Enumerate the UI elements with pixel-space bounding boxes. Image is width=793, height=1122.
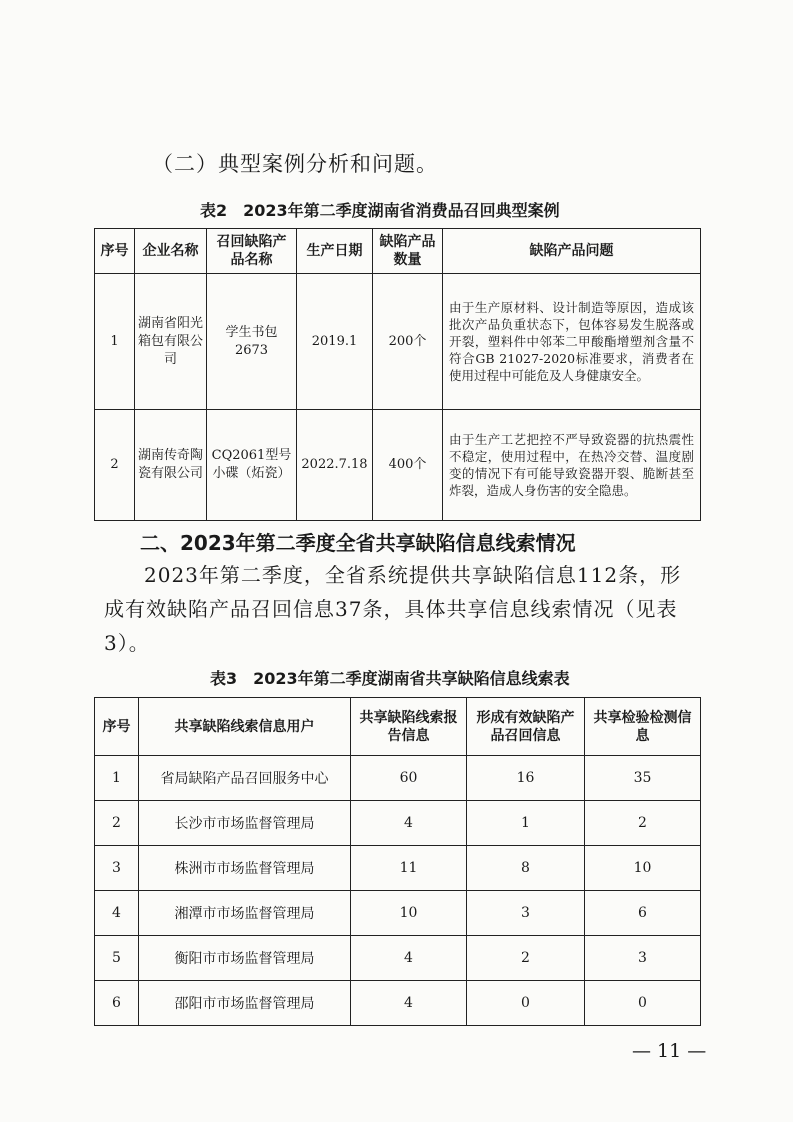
body-paragraph: 2023年第二季度，全省系统提供共享缺陷信息112条，形成有效缺陷产品召回信息37条，具体共享信息线索情况（见表3）。: [104, 563, 682, 655]
table-row: [95, 981, 701, 1026]
report-count: 4: [351, 981, 467, 1026]
test-count: 6: [585, 891, 701, 936]
column-header: 序号: [95, 698, 139, 756]
recall-count: 8: [467, 846, 585, 891]
report-count: 10: [351, 891, 467, 936]
user-name: 长沙市市场监督管理局: [139, 801, 351, 846]
table2-caption: 表2 2023年第二季度湖南省消费品召回典型案例: [200, 201, 560, 220]
test-count: 35: [585, 756, 701, 801]
recall-count: 16: [467, 756, 585, 801]
table-row: [95, 756, 701, 801]
row-number: 5: [95, 936, 139, 981]
table-row: [95, 274, 701, 410]
product-name: CQ2061型号小碟（炻瓷）: [207, 410, 297, 521]
test-count: 3: [585, 936, 701, 981]
defect-problem: 由于生产工艺把控不严导致瓷器的抗热震性不稳定，使用过程中，在热冷交替、温度剧变的情况下有可能导致瓷器开裂、脆断甚至炸裂，造成人身伤害的安全隐患。: [443, 410, 701, 521]
row-number: 1: [95, 274, 135, 410]
user-name: 邵阳市市场监督管理局: [139, 981, 351, 1026]
report-count: 11: [351, 846, 467, 891]
column-header: 召回缺陷产品名称: [207, 229, 297, 274]
recall-count: 2: [467, 936, 585, 981]
sub-heading: （二）典型案例分析和问题。: [152, 152, 438, 176]
table-header-row: [95, 229, 701, 274]
report-count: 60: [351, 756, 467, 801]
user-name: 省局缺陷产品召回服务中心: [139, 756, 351, 801]
column-header: 共享缺陷线索报告信息: [351, 698, 467, 756]
column-header: 形成有效缺陷产品召回信息: [467, 698, 585, 756]
row-number: 4: [95, 891, 139, 936]
shared-defect-info-table: [94, 697, 701, 1026]
table-row: [95, 846, 701, 891]
user-name: 衡阳市市场监督管理局: [139, 936, 351, 981]
table-row: [95, 891, 701, 936]
test-count: 10: [585, 846, 701, 891]
test-count: 2: [585, 801, 701, 846]
column-header: 共享检验检测信息: [585, 698, 701, 756]
table-row: [95, 410, 701, 521]
column-header: 共享缺陷线索信息用户: [139, 698, 351, 756]
test-count: 0: [585, 981, 701, 1026]
page-number: — 11 —: [632, 1040, 707, 1062]
company-name: 湖南传奇陶瓷有限公司: [135, 410, 207, 521]
column-header: 序号: [95, 229, 135, 274]
row-number: 2: [95, 801, 139, 846]
recall-count: 0: [467, 981, 585, 1026]
row-number: 2: [95, 410, 135, 521]
production-date: 2019.1: [297, 274, 373, 410]
column-header: 缺陷产品数量: [373, 229, 443, 274]
row-number: 3: [95, 846, 139, 891]
row-number: 6: [95, 981, 139, 1026]
company-name: 湖南省阳光箱包有限公司: [135, 274, 207, 410]
defect-quantity: 200个: [373, 274, 443, 410]
production-date: 2022.7.18: [297, 410, 373, 521]
user-name: 株洲市市场监督管理局: [139, 846, 351, 891]
recall-count: 3: [467, 891, 585, 936]
column-header: 企业名称: [135, 229, 207, 274]
product-name: 学生书包2673: [207, 274, 297, 410]
table-row: [95, 801, 701, 846]
table3-caption: 表3 2023年第二季度湖南省共享缺陷信息线索表: [210, 669, 570, 688]
table-header-row: [95, 698, 701, 756]
user-name: 湘潭市市场监督管理局: [139, 891, 351, 936]
section-heading: 二、2023年第二季度全省共享缺陷信息线索情况: [140, 531, 576, 555]
row-number: 1: [95, 756, 139, 801]
recall-count: 1: [467, 801, 585, 846]
column-header: 缺陷产品问题: [443, 229, 701, 274]
report-count: 4: [351, 801, 467, 846]
recall-cases-table: [94, 228, 701, 521]
defect-quantity: 400个: [373, 410, 443, 521]
column-header: 生产日期: [297, 229, 373, 274]
table-row: [95, 936, 701, 981]
defect-problem: 由于生产原材料、设计制造等原因，造成该批次产品负重状态下，包体容易发生脱落或开裂，塑料件中邻苯二甲酸酯增塑剂含量不符合GB 21027-2020标准要求，消费者在使用过程中可能危及人身健康安全。: [443, 274, 701, 410]
report-count: 4: [351, 936, 467, 981]
